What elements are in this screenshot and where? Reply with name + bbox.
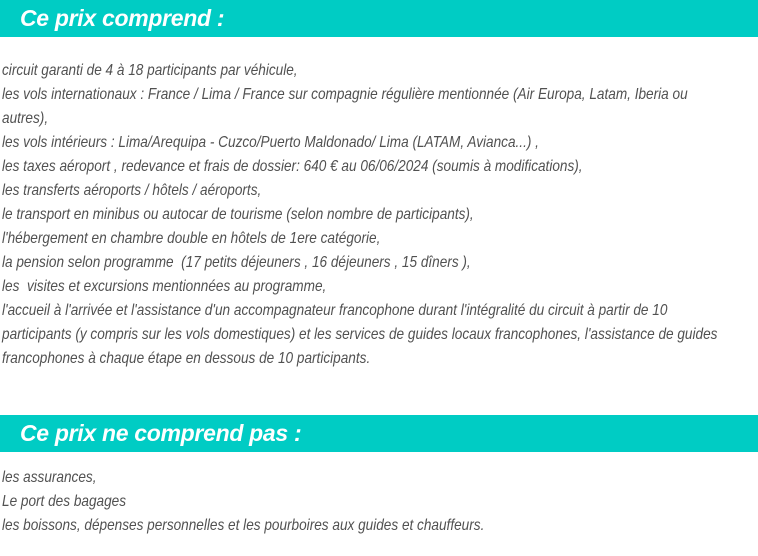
text-line: autres), xyxy=(2,110,49,127)
text-line: les taxes aéroport , redevance et frais de dossier: 640 € au 06/06/2024 (soumis à modifications), xyxy=(2,158,583,175)
text-line: les transferts aéroports / hôtels / aéroports, xyxy=(2,182,262,199)
text-line: le transport en minibus ou autocar de tourisme (selon nombre de participants), xyxy=(2,206,474,223)
text-line: Le port des bagages xyxy=(2,493,127,510)
excluded-section-title: Ce prix ne comprend pas : xyxy=(20,420,302,446)
text-line: les assurances, xyxy=(2,469,97,486)
text-line: les boissons, dépenses personnelles et les pourboires aux guides et chauffeurs. xyxy=(2,517,485,534)
text-line: francophones à chaque étape en dessous de 10 participants. xyxy=(2,350,371,367)
included-section-title: Ce prix comprend : xyxy=(20,5,225,31)
text-line: les vols intérieurs : Lima/Arequipa - Cuzco/Puerto Maldonado/ Lima (LATAM, Avianca...) , xyxy=(2,134,539,151)
text-line: la pension selon programme (17 petits déjeuners , 16 déjeuners , 15 dîners ), xyxy=(2,254,471,271)
text-line: les visites et excursions mentionnées au programme, xyxy=(2,278,327,295)
text-line: les vols internationaux : France / Lima / France sur compagnie régulière mentionnée (Air Europa, Latam, Iberia ou xyxy=(2,86,688,103)
text-line: participants (y compris sur les vols domestiques) et les services de guides locaux francophones, l'assistance de guides xyxy=(2,326,718,343)
text-line: l'accueil à l'arrivée et l'assistance d'un accompagnateur francophone durant l'intégralité du circuit à partir de 10 xyxy=(2,302,668,319)
section-header-excluded xyxy=(0,415,758,452)
included-items-list xyxy=(2,59,758,371)
excluded-items-list xyxy=(2,466,758,538)
text-line: circuit garanti de 4 à 18 participants par véhicule, xyxy=(2,62,298,79)
section-header-included xyxy=(0,0,758,37)
text-line: l'hébergement en chambre double en hôtels de 1ere catégorie, xyxy=(2,230,381,247)
